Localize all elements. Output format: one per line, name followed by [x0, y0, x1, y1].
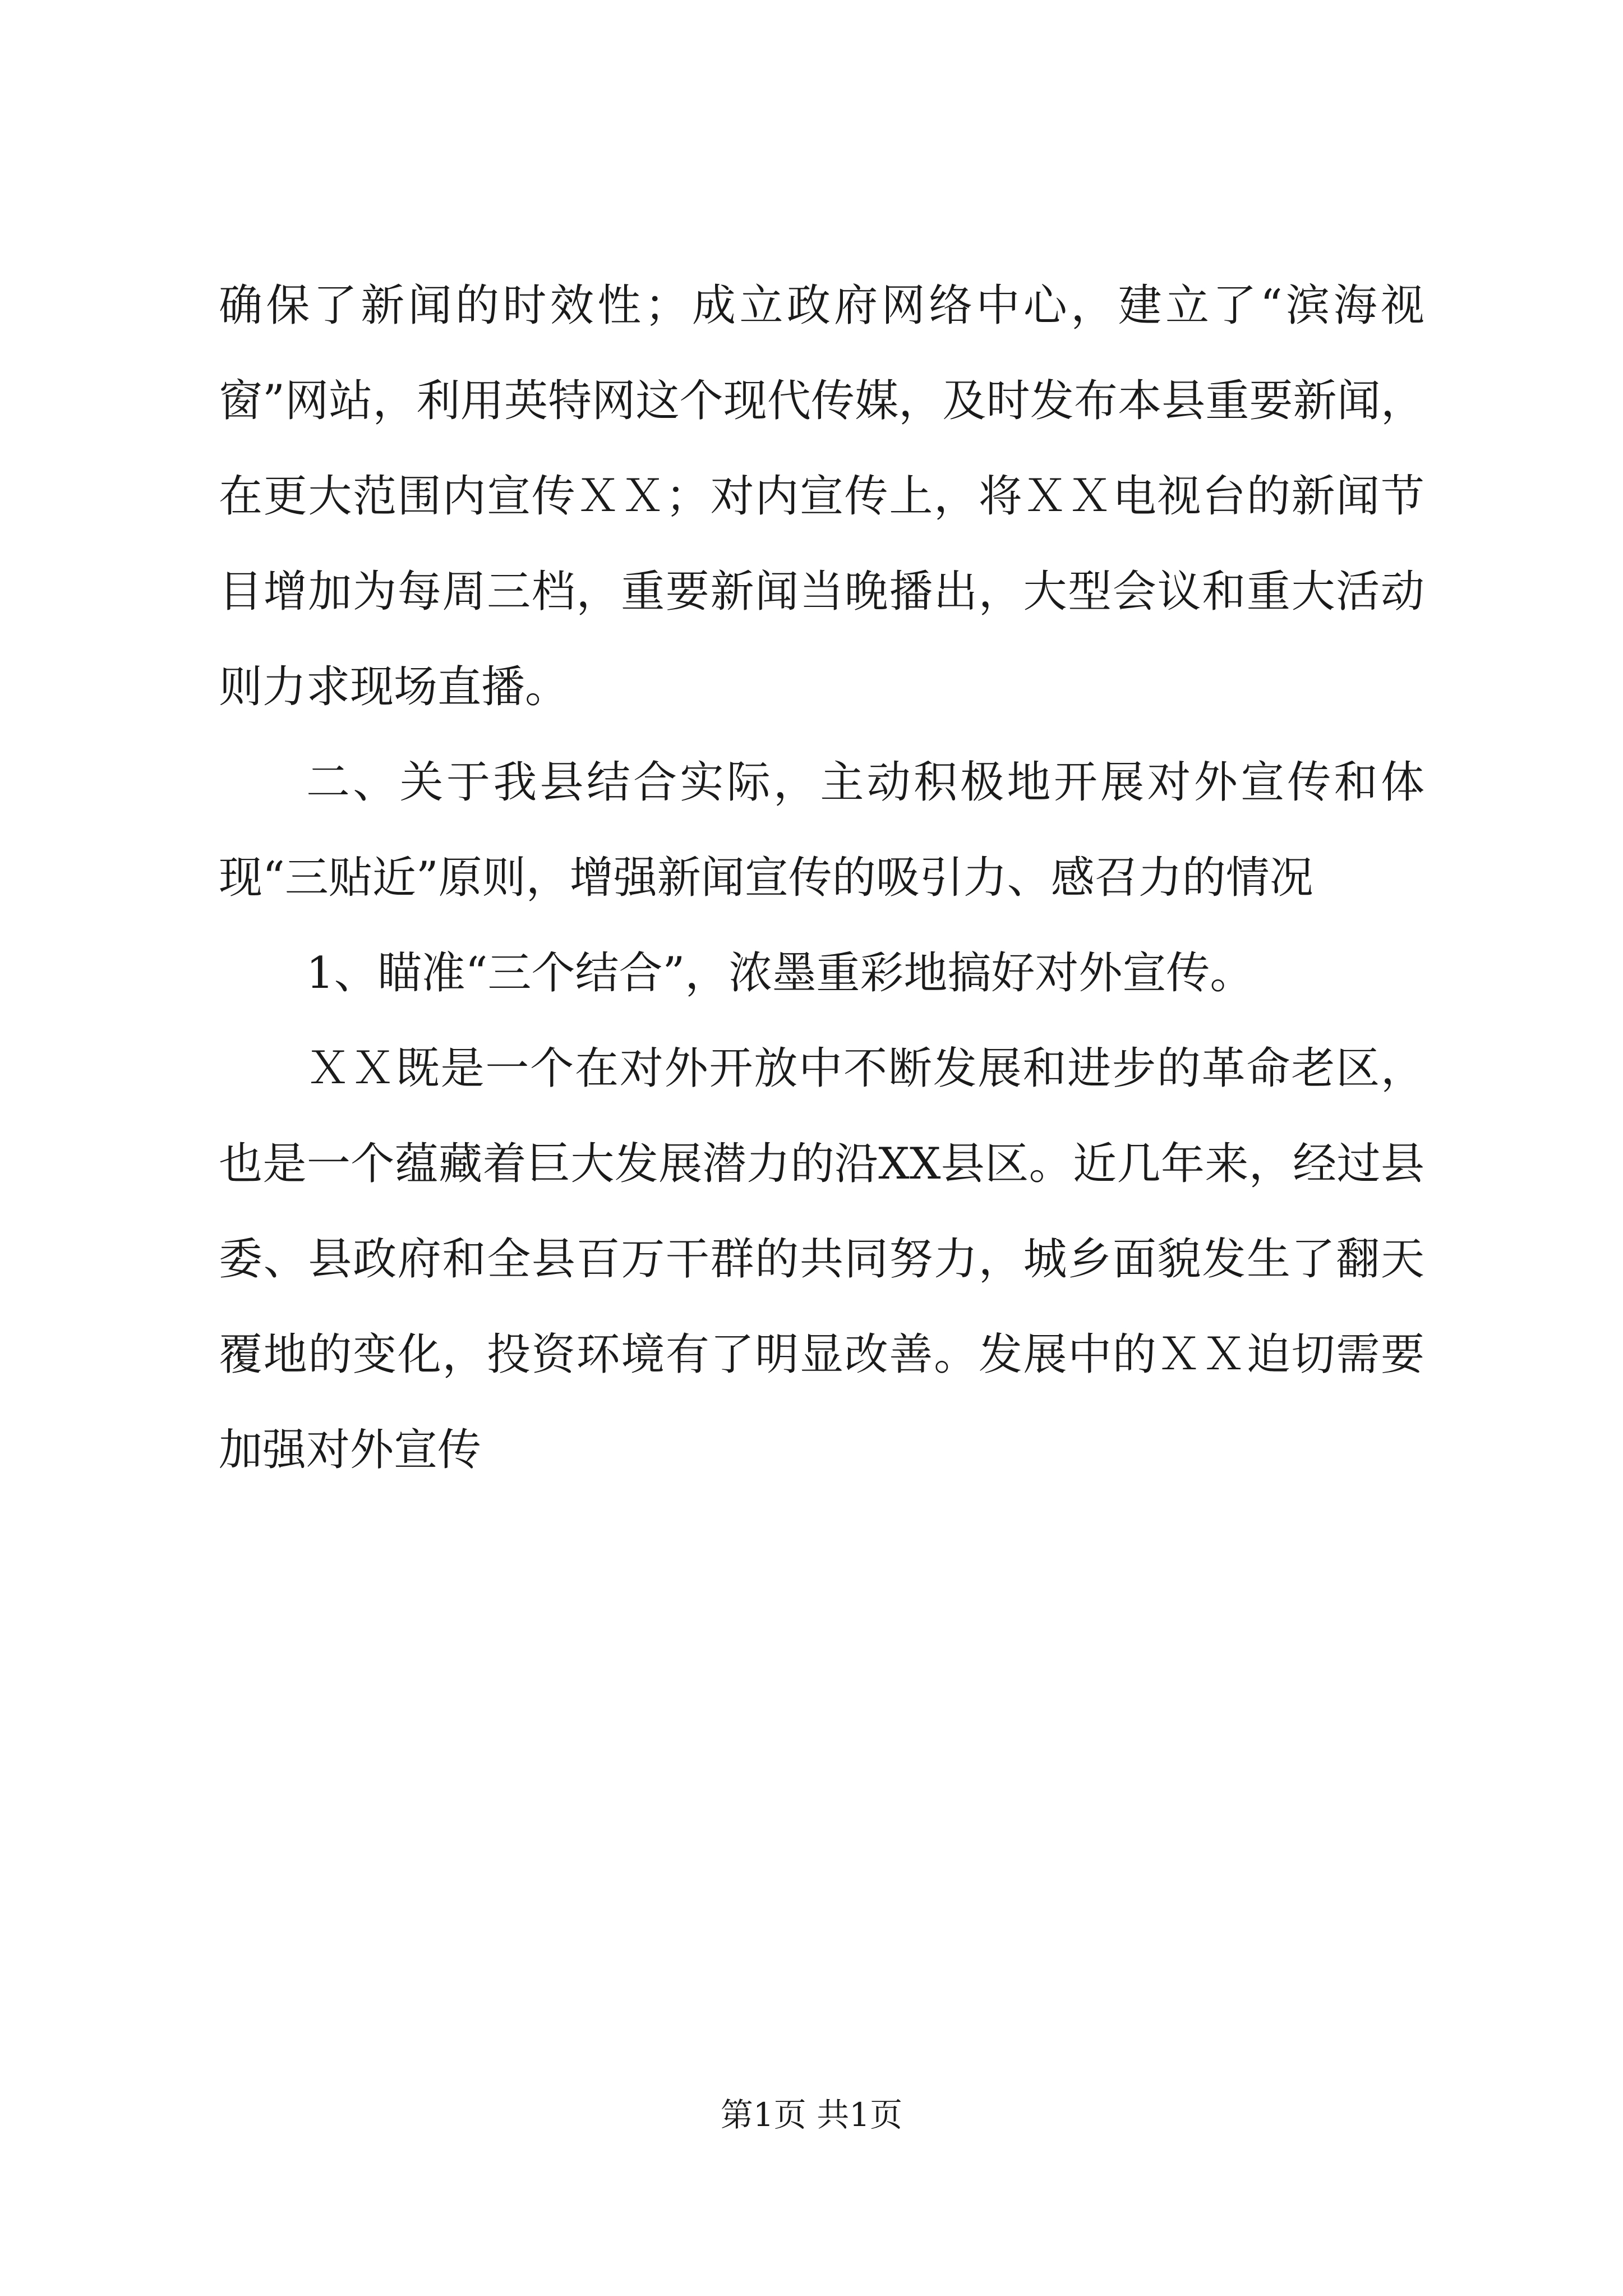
section-heading: 二、关于我县结合实际，主动积极地开展对外宣传和体现“三贴近”原则，增强新闻宣传的吸引力、感召力的情况 — [219, 757, 1424, 903]
paragraph-1: 确保了新闻的时效性；成立政府网络中心，建立了“滨海视窗”网站，利用英特网这个现代传媒，及时发布本县重要新闻，在更大范围内宣传ＸＸ；对内宣传上，将ＸＸ电视台的新闻节目增加为每周三档，重要新闻当晚播出，大型会议和重大活动则力求现场直播。 — [219, 280, 1424, 712]
page-footer: 第1页 共1页 — [720, 2096, 903, 2134]
paragraph-2: ＸＸ既是一个在对外开放中不断发展和进步的革命老区，也是一个蕴藏着巨大发展潜力的沿XX县区。近几年来，经过县委、县政府和全县百万干群的共同努力，城乡面貌发生了翻天覆地的变化，投资环境有了明显改善。发展中的ＸＸ迫切需要加强对外宣传 — [219, 1043, 1424, 1475]
document-body — [219, 258, 1424, 1498]
subsection-heading: 1、瞄准“三个结合”，浓墨重彩地搞好对外宣传。 — [306, 948, 1254, 999]
